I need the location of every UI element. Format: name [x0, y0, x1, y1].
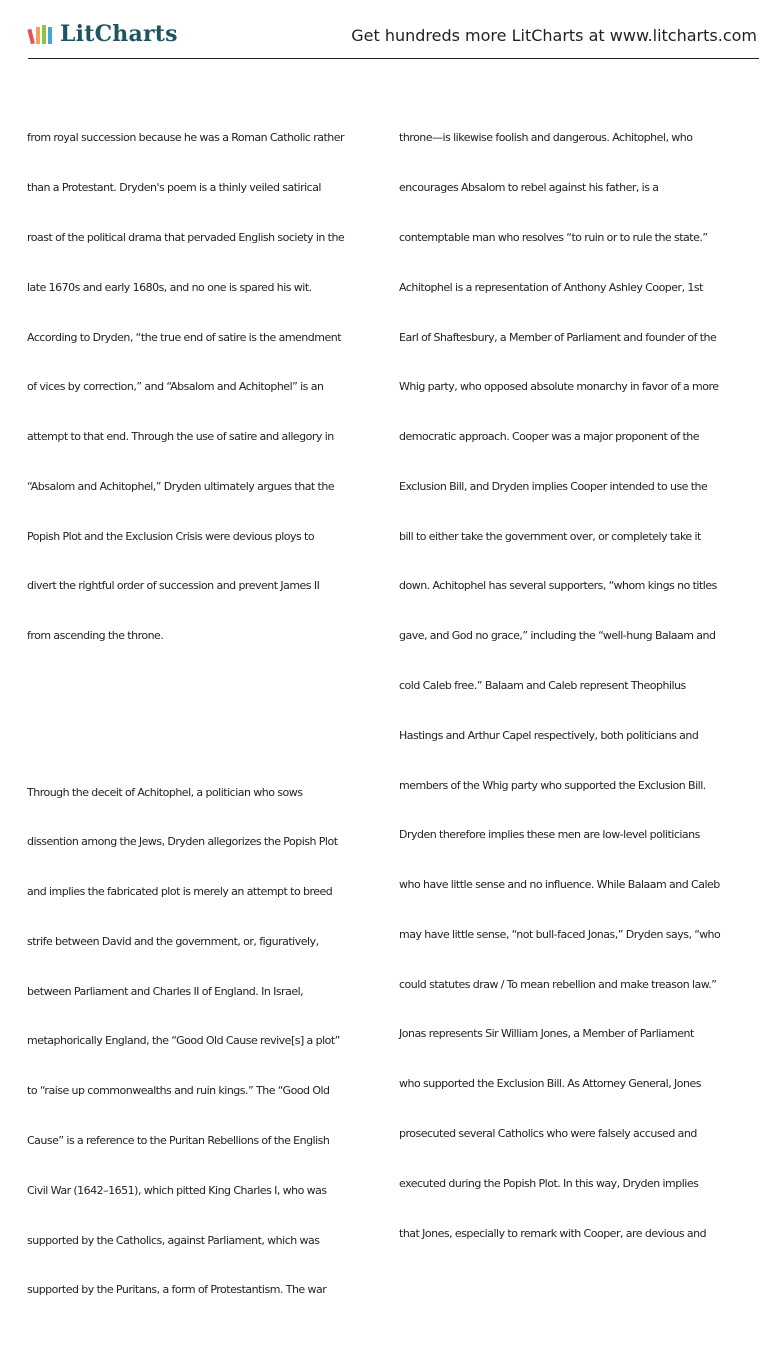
text-line: dissention among the Jews, Dryden allegorizes the Popish Plot — [27, 835, 338, 849]
text-line: strife between David and the government, or, figuratively, — [27, 934, 319, 948]
brand-name: LitCharts — [60, 21, 178, 47]
logo-book-red — [27, 29, 35, 45]
text-line: attempt to that end. Through the use of satire and allegory in — [27, 430, 334, 444]
text-line: encourages Absalom to rebel against his father, is a — [399, 181, 659, 195]
text-line: who supported the Exclusion Bill. As Attorney General, Jones — [399, 1077, 701, 1091]
text-line: executed during the Popish Plot. In this way, Dryden implies — [399, 1176, 699, 1190]
text-line: who have little sense and no influence. While Balaam and Caleb — [399, 878, 720, 892]
text-line: than a Protestant. Dryden's poem is a thinly veiled satirical — [27, 181, 321, 195]
text-line: late 1670s and early 1680s, and no one is spared his wit. — [27, 280, 312, 294]
text-line: could statutes draw / To mean rebellion and make treason law.” — [399, 977, 717, 991]
text-line: Jonas represents Sir William Jones, a Member of Parliament — [399, 1027, 694, 1041]
text-line: Hastings and Arthur Capel respectively, both politicians and — [399, 728, 699, 742]
text-line: gave, and God no grace,” including the “well-hung Balaam and — [399, 629, 716, 643]
text-line: prosecuted several Catholics who were falsely accused and — [399, 1127, 697, 1140]
paragraph — [27, 751, 385, 1332]
text-line: Cause” is a reference to the Puritan Rebellions of the English — [27, 1134, 330, 1147]
text-line: between Parliament and Charles II of England. In Israel, — [27, 984, 304, 998]
logo-book-blue — [48, 27, 52, 44]
logo-book-orange — [36, 27, 40, 44]
text-line: supported by the Catholics, against Parliament, which was — [27, 1233, 320, 1247]
text-line: Through the deceit of Achitophel, a politician who sows — [27, 785, 303, 799]
text-line: roast of the political drama that pervaded English society in the — [27, 230, 345, 244]
paragraph — [399, 97, 757, 1275]
paragraph-gap — [27, 711, 385, 718]
text-line: and implies the fabricated plot is merely an attempt to breed — [27, 885, 333, 899]
text-line: from royal succession because he was a Roman Catholic rather — [27, 131, 345, 145]
text-line: of vices by correction,” and “Absalom and Achitophel” is an — [27, 380, 324, 394]
text-line: to “raise up commonwealths and ruin kings.” The “Good Old — [27, 1084, 330, 1098]
text-line: Exclusion Bill, and Dryden implies Cooper intended to use the — [399, 479, 708, 493]
text-line: Civil War (1642–1651), which pitted King Charles I, who was — [27, 1183, 327, 1197]
left-column — [27, 64, 385, 1349]
text-line: democratic approach. Cooper was a major proponent of the — [399, 430, 700, 444]
text-line: down. Achitophel has several supporters, “whom kings no titles — [399, 579, 717, 593]
text-line: members of the Whig party who supported the Exclusion Bill. — [399, 778, 706, 792]
promo-tagline[interactable]: Get hundreds more LitCharts at www.litcharts.com — [351, 26, 757, 45]
text-line: Dryden therefore implies these men are low-level politicians — [399, 828, 700, 842]
text-line: supported by the Puritans, a form of Protestantism. The war — [27, 1283, 327, 1297]
text-line: Earl of Shaftesbury, a Member of Parliament and founder of the — [399, 330, 717, 344]
text-line: may have little sense, “not bull-faced Jonas,” Dryden says, “who — [399, 927, 721, 941]
text-line: contemptable man who resolves “to ruin or to rule the state.” — [399, 230, 708, 244]
right-column — [399, 64, 757, 1292]
text-line: divert the rightful order of succession and prevent James II — [27, 579, 320, 593]
text-line: throne—is likewise foolish and dangerous. Achitophel, who — [399, 131, 693, 145]
text-line: cold Caleb free.” Balaam and Caleb represent Theophilus — [399, 678, 686, 692]
text-line: from ascending the throne. — [27, 629, 164, 643]
text-line: According to Dryden, “the true end of satire is the amendment — [27, 330, 342, 344]
text-line: metaphorically England, the “Good Old Cause revive[s] a plot” — [27, 1034, 340, 1048]
text-line: Achitophel is a representation of Anthony Ashley Cooper, 1st — [399, 280, 703, 294]
text-line: that Jones, especially to remark with Cooper, are devious and — [399, 1226, 707, 1240]
header-divider — [28, 58, 759, 59]
litcharts-logo[interactable] — [28, 22, 178, 46]
text-line: bill to either take the government over, or completely take it — [399, 529, 701, 543]
page-header — [0, 0, 784, 60]
text-line: “Absalom and Achitophel,” Dryden ultimately argues that the — [27, 479, 335, 493]
text-line: Whig party, who opposed absolute monarchy in favor of a more — [399, 380, 719, 394]
logo-book-green — [42, 25, 46, 44]
text-line: Popish Plot and the Exclusion Crisis were devious ploys to — [27, 529, 315, 543]
paragraph — [27, 97, 385, 678]
books-logo-icon — [28, 23, 58, 45]
